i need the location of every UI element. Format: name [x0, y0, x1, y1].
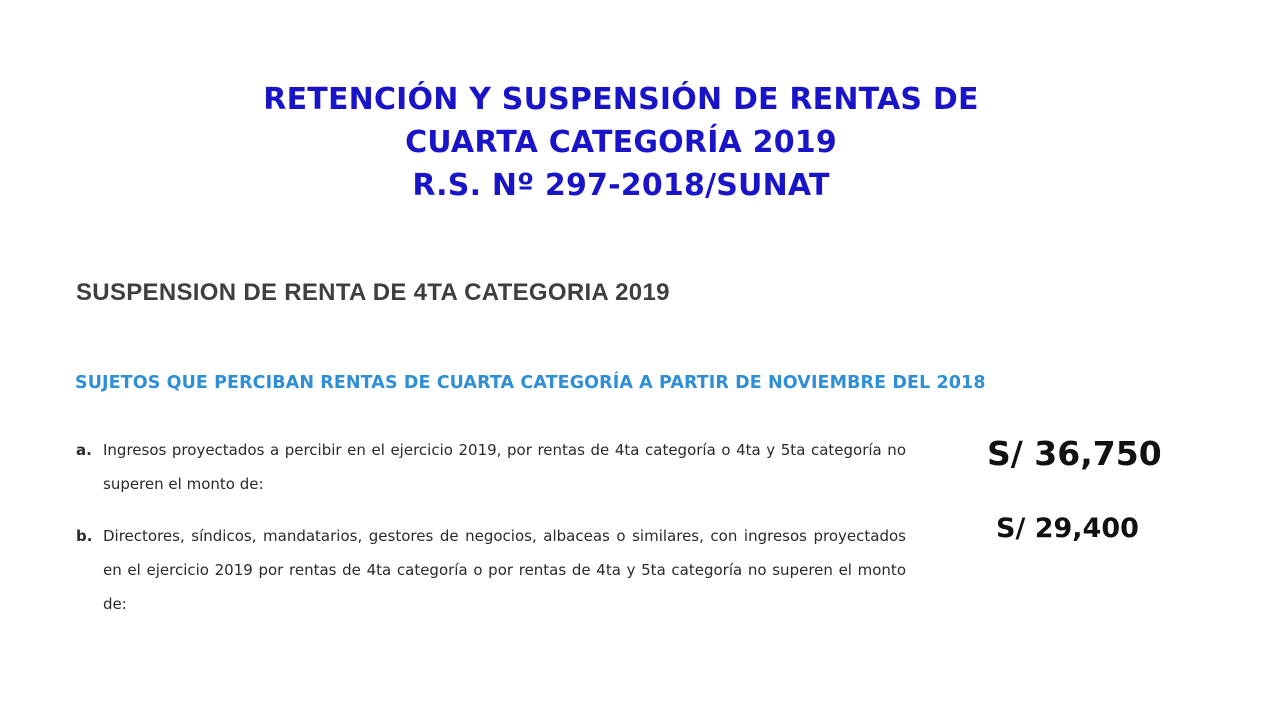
subtitle: SUSPENSION DE RENTA DE 4TA CATEGORIA 2019	[76, 279, 670, 306]
list-item-b	[76, 519, 906, 621]
list-item-text: Ingresos proyectados a percibir en el ejercicio 2019, por rentas de 4ta categoría o 4ta y 5ta categoría no superen el monto de:	[103, 441, 906, 493]
list-item-text: Directores, síndicos, mandatarios, gestores de negocios, albaceas o similares, con ingresos proyectados en el ejercicio 2019 por rentas de 4ta categoría o por rentas de 4ta y 5ta categoría no superen el monto de:	[103, 527, 906, 613]
list-item-a	[76, 433, 906, 501]
amount-b: S/ 29,400	[996, 513, 1139, 544]
list-marker: a.	[76, 441, 92, 459]
section-heading: SUJETOS QUE PERCIBAN RENTAS DE CUARTA CATEGORÍA A PARTIR DE NOVIEMBRE DEL 2018	[75, 373, 986, 393]
title-line-1: RETENCIÓN Y SUSPENSIÓN DE RENTAS DE	[263, 82, 979, 117]
title-line-2: CUARTA CATEGORÍA 2019	[405, 125, 837, 160]
amount-a: S/ 36,750	[987, 434, 1162, 473]
title-line-3: R.S. Nº 297-2018/SUNAT	[412, 168, 830, 203]
page-title	[0, 78, 1242, 207]
list-marker: b.	[76, 527, 93, 545]
